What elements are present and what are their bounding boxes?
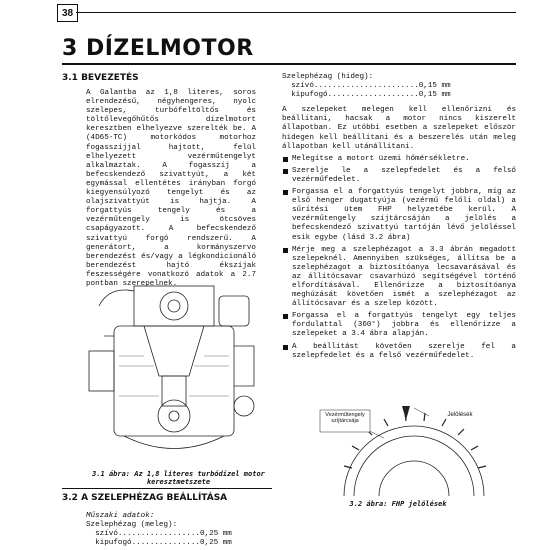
warm-intake-row: szívó..................0,25 mm <box>95 530 232 539</box>
spec-value: 0,25 mm <box>199 530 232 539</box>
procedure-step: Mérje meg a szelephézagot a 3.3 ábrán megadott szelepeknél. Amennyiben szükséges, állítsa be a szelephézagot a biztosítóanya lecsavarásával és az állítócsavar csavarhúzó segítségével történő elfordításával. Ellenőrizze a biztosítóanya meghúzását követően ismét a szelephézagot az állítócsavar és a szelep között. <box>292 245 516 309</box>
spec-value: 0,15 mm <box>418 82 451 91</box>
section-rule <box>62 488 272 489</box>
procedure-step: Forgassa el a forgattyús tengelyt jobbra, míg az első henger dugattyúja (vezérmű felőli oldal) a sűrítési ütem FHP helyzetébe kerül. A vezérműtengely szíjtárcsáján a jelölés a befecskendező szivattyú tartóján lévő jelöléssel esik egybe (lásd 3.2 ábra) <box>292 188 516 242</box>
cold-clearance-label: Szelephézag (hideg): <box>282 73 374 81</box>
engine-cross-section-figure <box>84 266 270 466</box>
warm-exhaust-row: kipufogó...............0,25 mm <box>95 539 232 548</box>
specs-block <box>86 512 266 548</box>
spec-value: 0,15 mm <box>418 91 451 100</box>
spec-name: kipufogó <box>291 91 328 100</box>
procedure-step: A beállítást követően szerelje fel a szelepfedelet és a felső vezérműfedelet. <box>292 342 516 360</box>
cold-exhaust-row: kipufogó....................0,15 mm <box>291 91 451 100</box>
cold-intake-row: szívó.......................0,15 mm <box>291 82 451 91</box>
left-column <box>62 73 256 289</box>
spec-name: szívó <box>291 82 314 91</box>
figure-2-caption: 3.2 ábra: FHP jelölések <box>349 500 447 508</box>
procedure-step: Szerelje le a szelepfedelet és a felső vezérműfedelet. <box>292 166 516 184</box>
chapter-title: 3 DÍZELMOTOR <box>62 36 254 61</box>
figure-1-caption: 3.1 ábra: Az 1,8 literes turbódízel motor keresztmetszete <box>92 470 265 486</box>
header-rule <box>76 12 516 13</box>
spec-name: kipufogó <box>95 539 132 548</box>
right-column <box>282 73 516 361</box>
figure-2-label-pulley: Vezérműtengely szíjtárcsája <box>325 412 365 424</box>
procedure-step: Melegítse a motort üzemi hőmérsékletre. <box>292 155 516 164</box>
section-1-title: 3.1 BEVEZETÉS <box>62 73 139 83</box>
spec-value: 0,25 mm <box>199 539 232 548</box>
procedure-intro: A szelepeket melegen kell ellenőrizni és beállítani, hacsak a motor nincs kiszerelt állapotban. Ez utóbbi esetben a szelepeket először hidegen kell beállítani és a beszerelés után meleg állapotban kell utánállítani. <box>282 106 516 151</box>
spec-name: szívó <box>95 530 118 539</box>
intro-paragraph: A Galantba az 1,8 literes, soros elrendezésű, négyhengeres, nyolc szelepes, turbófeltöltős és töltőlevegőhűtős dízelmotort keresztben elhelyezve szerelték be. A (4D65-TC) motorkódos motorhoz fogasszíjjal hajtott, felül elhelyezett vezérműtengelyt alkalmaztak. A fogasszíj a befecskendező szivattyút, a két egymással ellentétes irányban forgó kiegyensúlyozó tengelyt és az olajszivattyút is hajtja. A forgattyús tengely és a vezérműtengely is ötcsöves csapágyazott. A befecskendező szivattyú forgó rendszerű. A generátort, a kormányszervo berendezést és/vagy a légkondicionáló berendezést hajtó ékszíjak feszességére vonatkozó adatok a 2.7 pontban szerepelnek. <box>86 89 256 288</box>
figure-2-label-marks: Jelölések <box>447 412 473 418</box>
section-2-title: 3.2 A SZELEPHÉZAG BEÁLLÍTÁSA <box>62 493 228 503</box>
chapter-rule <box>62 63 516 65</box>
fhp-marks-figure <box>284 388 516 496</box>
procedure-step: Forgassa el a forgattyús tengelyt egy teljes fordulattal (360°) jobbra és ellenőrizze a szelepeket a 3.4 ábra alapján. <box>292 312 516 339</box>
warm-clearance-label: Szelephézag (meleg): <box>86 521 178 530</box>
specs-label: Műszaki adatok: <box>86 512 155 520</box>
procedure-list <box>282 155 516 361</box>
page-number: 38 <box>57 4 78 22</box>
